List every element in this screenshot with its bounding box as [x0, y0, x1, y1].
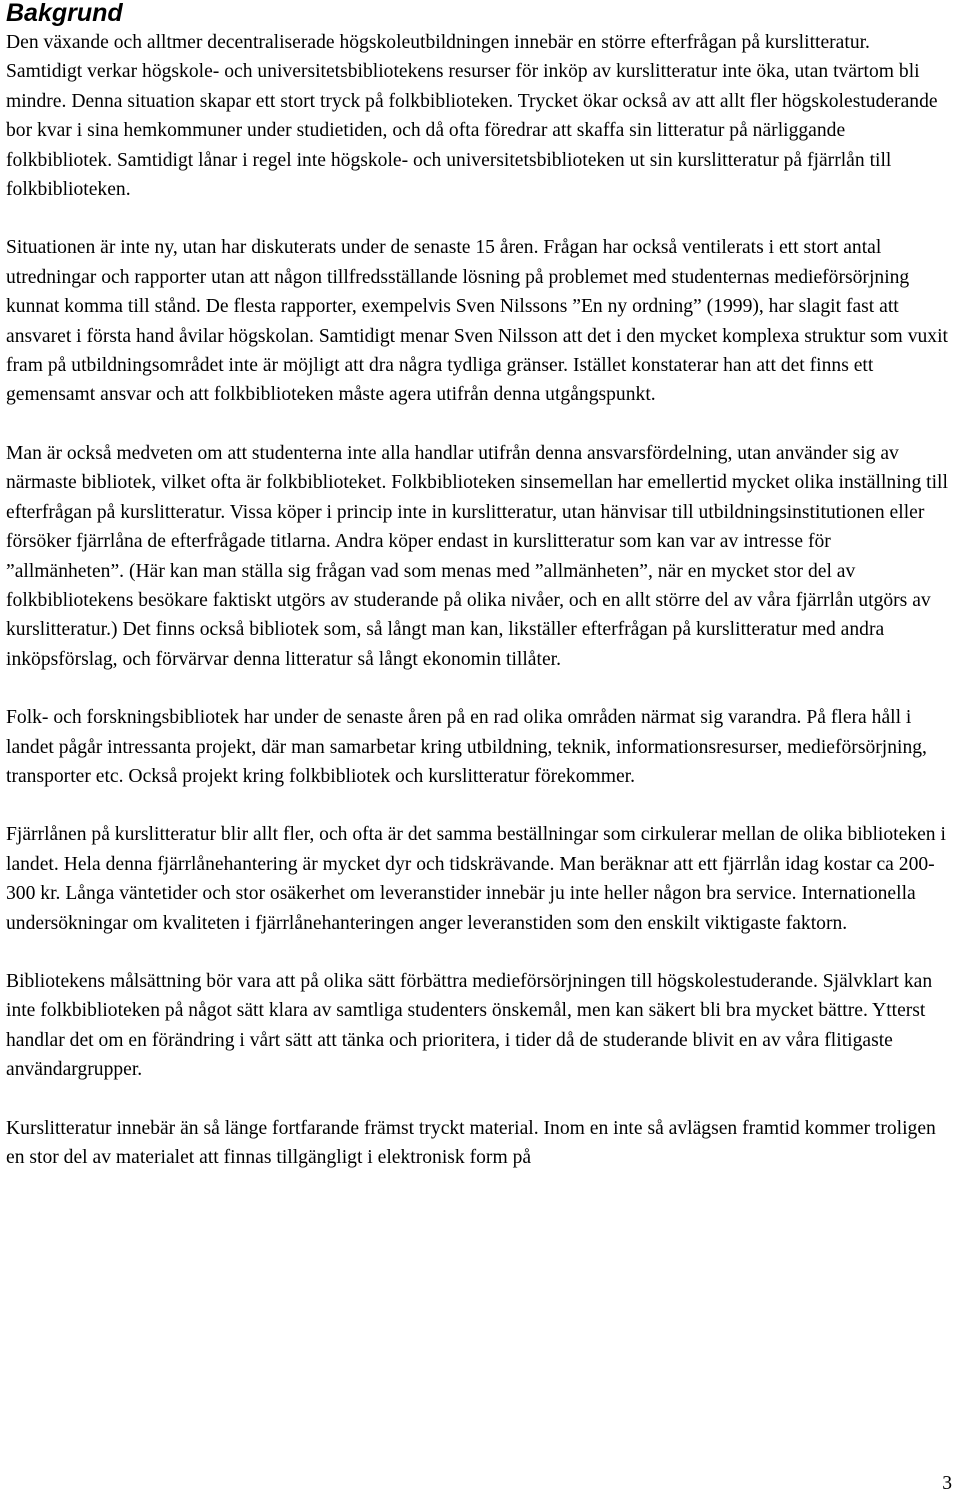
sentence: Man är också medveten om att studenterna inte alla handlar utifrån denna ansvarsfördelning, utan använder sig av närmaste bibliotek, vilket ofta är folkbiblioteket.: [6, 442, 899, 494]
sentence: Ytterst handlar det om en förändring i vårt sätt att tänka och prioritera, i tider då de studerande blivit en av våra flitigaste användargrupper.: [6, 1000, 926, 1081]
paragraph-cooperation: [6, 703, 950, 791]
sentence: På flera håll i landet pågår intressanta projekt, där man samarbetar kring utbildning, teknik, informationsresurser, medieförsörjning, transporter etc.: [6, 707, 927, 787]
paragraph-printed-material: [6, 1114, 950, 1173]
paragraph-background-intro: [6, 28, 950, 204]
page-number: 3: [942, 1473, 952, 1494]
sentence: Långa väntetider och stor osäkerhet om leveranstider innebär ju inte heller någon bra service.: [65, 883, 797, 905]
sentence: Den växande och alltmer decentraliserade högskoleutbildningen innebär en större efterfrågan på kurslitteratur.: [6, 32, 870, 53]
section-heading: Bakgrund: [6, 0, 123, 27]
sentence: Situationen är inte ny, utan har diskuterats under de senaste 15 åren.: [6, 237, 539, 259]
sentence: Samtidigt menar Sven Nilsson att det i den mycket komplexa struktur som vuxit fram på utbildningsområdet inte är möjligt att dra några tydliga gränser.: [6, 325, 948, 377]
sentence: Det finns också bibliotek som, så långt man kan, likställer efterfrågan på kurslitteratur med andra inköpsförslag, och förvärvar denna litteratur så långt ekonomin tillåter.: [6, 619, 885, 670]
sentence: Istället konstaterar han att det finns ett gemensamt ansvar och att folkbiblioteken måste agera utifrån denna utgångspunkt.: [6, 355, 874, 406]
paragraph-interlibrary-loans: [6, 820, 950, 938]
sentence: (Här kan man ställa sig frågan vad som menas med ”allmänheten”, när en mycket stor del av folkbibliotekens besökare faktiskt utgörs av studerande på olika nivåer, och en allt större del av våra fjärrlån utgörs av kurslitteratur.): [6, 560, 931, 641]
paragraph-goal: [6, 967, 950, 1085]
sentence: Denna situation skapar ett stort tryck på folkbiblioteken.: [71, 90, 514, 112]
sentence: Andra köper endast in kurslitteratur som kan var av intresse för ”allmänheten”.: [6, 531, 831, 582]
sentence: Fjärrlånen på kurslitteratur blir allt fler, och ofta är det samma beställningar som cirkulerar mellan de olika biblioteken i landet.: [6, 824, 946, 875]
document-page: [6, 0, 950, 1172]
sentence: Folk- och forskningsbibliotek har under de senaste åren på en rad olika områden närmat sig varandra.: [6, 707, 802, 729]
sentence: De flesta rapporter, exempelvis Sven Nilssons ”En ny ordning” (1999), har slagit fast att ansvaret i första hand åvilar högskolan.: [6, 296, 899, 347]
sentence: Internationella undersökningar om kvaliteten i fjärrlånehanteringen anger leveranstiden som den enskilt viktigaste faktorn.: [6, 883, 916, 934]
sentence: Samtidigt verkar högskole- och universitetsbibliotekens resurser för inköp av kurslitteratur inte öka, utan tvärtom bli mindre.: [6, 61, 920, 112]
sentence: Man beräknar att ett fjärrlån idag kostar ca 200-300 kr.: [6, 853, 935, 905]
sentence: Inom en inte så avlägsen framtid kommer troligen en stor del av materialet att finnas tillgängligt i elektronisk form på: [6, 1117, 936, 1168]
sentence: Självklart kan inte folkbiblioteken på något sätt klara av samtliga studenters önskemål, men kan säkert bli bra mycket bättre.: [6, 970, 933, 1022]
sentence: Kurslitteratur innebär än så länge fortfarande främst tryckt material.: [6, 1117, 539, 1139]
sentence: Folkbiblioteken sinsemellan har emellertid mycket olika inställning till efterfrågan på kurslitteratur.: [6, 472, 948, 523]
paragraph-situation: [6, 233, 950, 409]
sentence: Samtidigt lånar i regel inte högskole- och universitetsbiblioteken ut sin kurslitteratur på fjärrlån till folkbiblioteken.: [6, 149, 892, 201]
sentence: Trycket ökar också av att allt fler högskolestuderande bor kvar i sina hemkommuner under studietiden, och då ofta föredrar att skaffa sin litteratur på närliggande folkbibliotek.: [6, 90, 938, 171]
sentence: Frågan har också ventilerats i ett stort antal utredningar och rapporter utan att någon tillfredsställande lösning på problemet med studenternas medieförsörjning kunnat komma till stånd.: [6, 237, 910, 318]
sentence: Vissa köper i princip inte in kurslitteratur, utan hänvisar till utbildningsinstitutionen eller försöker fjärrlåna de efterfrågade titlarna.: [6, 501, 925, 553]
paragraph-responsibility: [6, 439, 950, 674]
sentence: Hela denna fjärrlånehantering är mycket dyr och tidskrävande.: [63, 853, 555, 875]
sentence: Bibliotekens målsättning bör vara att på olika sätt förbättra medieförsörjningen till högskolestuderande.: [6, 970, 818, 992]
sentence: Också projekt kring folkbibliotek och kurslitteratur förekommer.: [128, 765, 636, 787]
